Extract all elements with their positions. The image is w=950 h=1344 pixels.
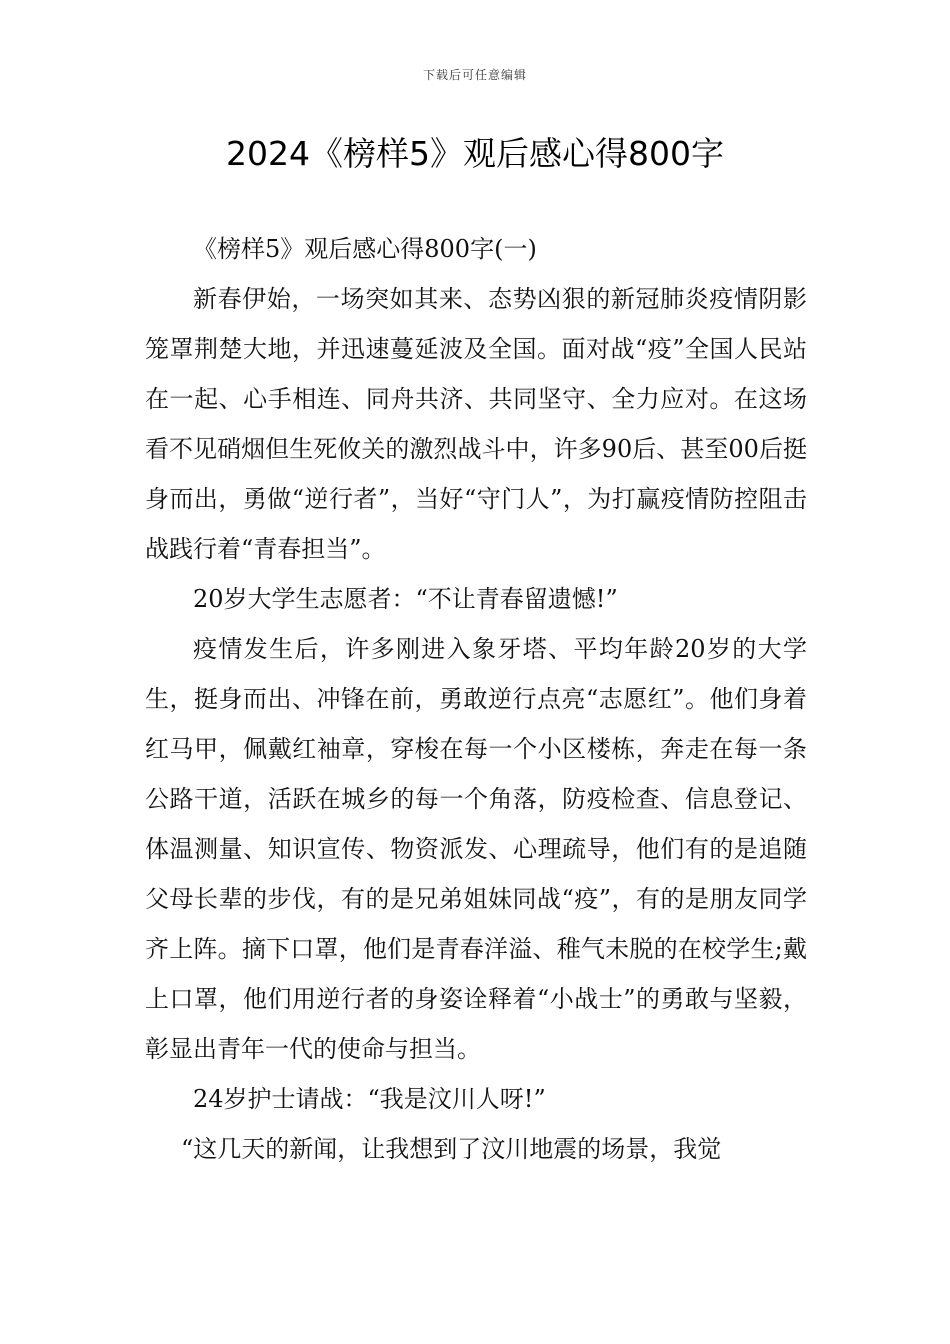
download-note: 下载后可任意编辑 <box>422 68 527 82</box>
paragraph: 疫情发生后，许多刚进入象牙塔、平均年龄20岁的大学生，挺身而出、冲锋在前，勇敢逆行点亮“志愿红”。他们身着红马甲，佩戴红袖章，穿梭在每一个小区楼栋，奔走在每一条公路干道，活跃在城乡的每一个角落，防疫检查、信息登记、体温测量、知识宣传、物资派发、心理疏导，他们有的是追随父母长辈的步伐，有的是兄弟姐妹同战“疫”，有的是朋友同学齐上阵。摘下口罩，他们是青春洋溢、稚气未脱的在校学生;戴上口罩，他们用逆行者的身姿诠释着“小战士”的勇敢与坚毅，彰显出青年一代的使命与担当。 <box>145 635 807 1063</box>
section-title: 《榜样5》观后感心得800字(一) <box>193 235 537 263</box>
page-title: 2024《榜样5》观后感心得800字 <box>226 134 724 173</box>
paragraph: “这几天的新闻，让我想到了汶川地震的场景，我觉 <box>181 1135 722 1163</box>
paragraph: 新春伊始，一场突如其来、态势凶狠的新冠肺炎疫情阴影笼罩荆楚大地，并迅速蔓延波及全国。面对战“疫”全国人民站在一起、心手相连、同舟共济、共同坚守、全力应对。在这场看不见硝烟但生死攸关的激烈战斗中，许多90后、甚至00后挺身而出，勇做“逆行者”，当好“守门人”，为打赢疫情防控阻击战践行着“青春担当”。 <box>145 285 807 563</box>
subheading: 24岁护士请战：“我是汶川人呀!” <box>193 1085 546 1113</box>
document-body <box>145 224 807 1174</box>
subheading: 20岁大学生志愿者：“不让青春留遗憾!” <box>193 585 618 613</box>
